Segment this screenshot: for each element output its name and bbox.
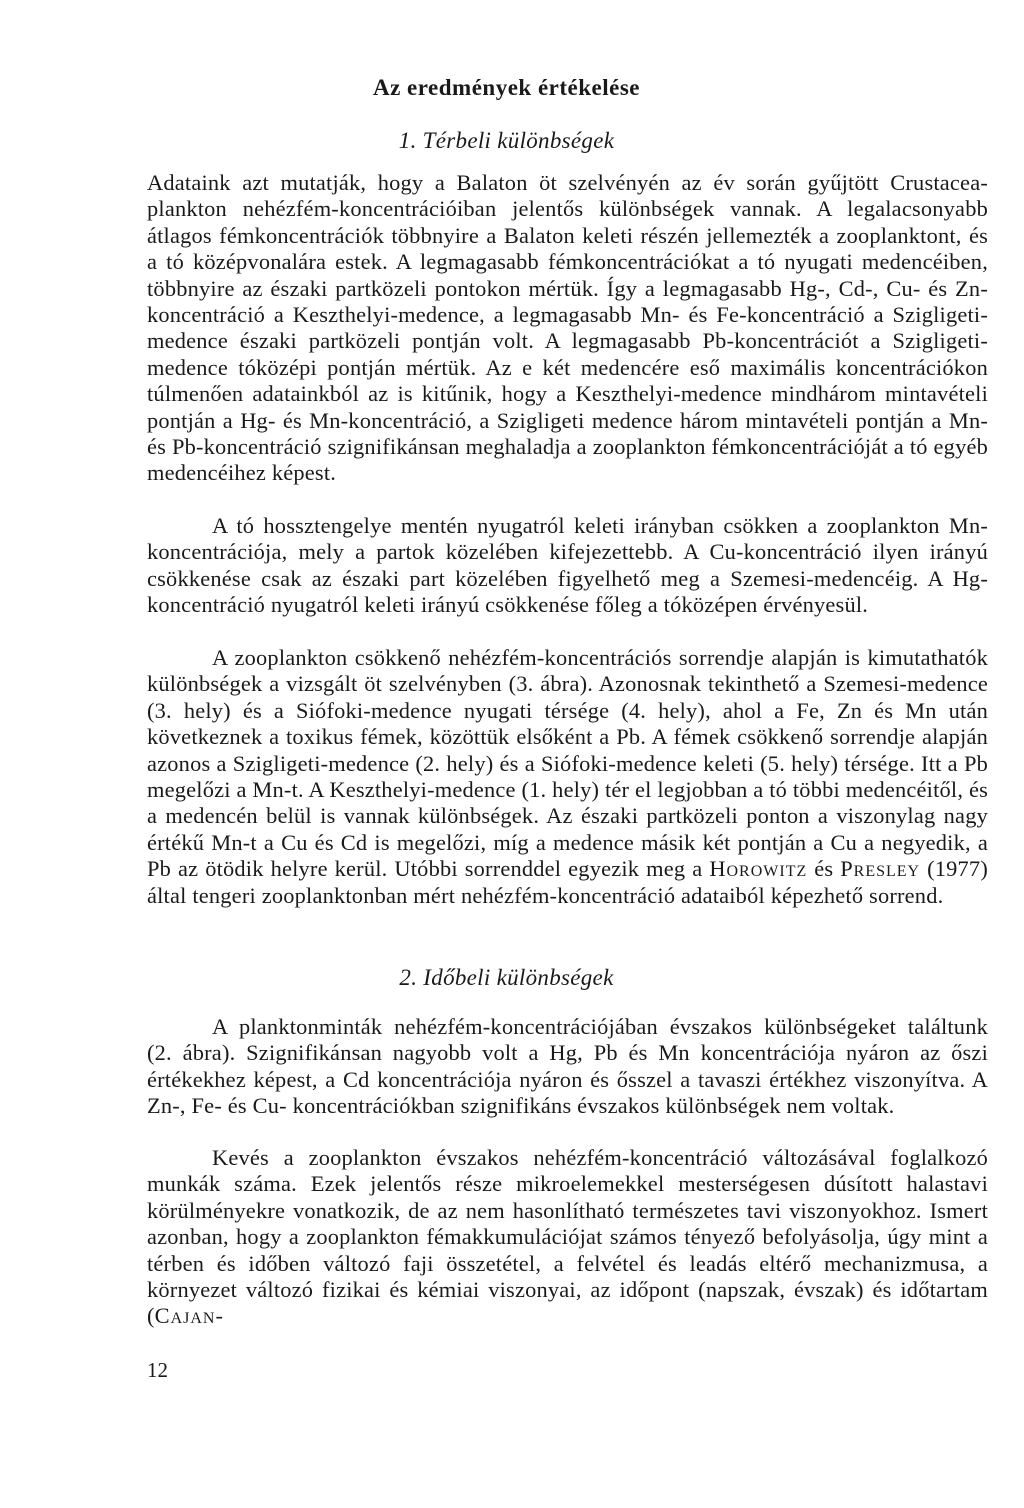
paragraph-text: és xyxy=(814,856,834,882)
author-name: Horowitz xyxy=(709,856,808,882)
paragraph-spatial-1: Adataink azt mutatják, hogy a Balaton öt szelvényén az év során gyűjtött Crustacea-plankton nehézfém-koncentrációiban jelentős különbségek vannak. A legalacsonyabb átlagos fémkoncentrációk többnyire a Balaton keleti részén jellemezték a zooplanktont, és a tó középvonalára estek. A legmagasabb fémkoncentrációkat a tó nyugati medencéiben, többnyire az északi partközeli pontokon mértük. Így a legmagasabb Hg-, Cd-, Cu- és Zn-koncentráció a Keszthelyi-medence, a legmagasabb Mn- és Fe-koncentráció a Szigligeti-medence északi partközeli pontján volt. A legmagasabb Pb-koncentrációt a Szigligeti-medence tóközépi pontján mértük. Az e két medencére eső maximális koncentrációkon túlmenően adatainkból az is kitűnik, hogy a Keszthelyi-medence mindhárom mintavételi pontján a Hg- és Mn-koncentráció, a Szigligeti medence három mintavételi pontján a Mn- és Pb-koncentráció szignifikánsan meghaladja a zooplankton fémkoncentrációját a tó egyéb medencéihez képest. xyxy=(147,170,988,486)
paragraph-spatial-3 xyxy=(147,645,988,909)
author-name: Cajan- xyxy=(154,1303,224,1329)
paragraph-spatial-2: A tó hossztengelye mentén nyugatról keleti irányban csökken a zooplankton Mn-koncentrációja, mely a partok közelében kifejezettebb. A Cu-koncentráció ilyen irányú csökkenése csak az északi part közelében figyelhető meg a Szemesi-medencéig. A Hg-koncentráció nyugatról keleti irányú csökkenése főleg a tóközépen érvényesül. xyxy=(147,513,988,618)
section-title-spatial: 1. Térbeli különbségek xyxy=(398,128,615,153)
page-number: 12 xyxy=(147,1358,168,1382)
author-name: Presley xyxy=(840,856,921,882)
paragraph-text: Kevés a zooplankton évszakos nehézfém-koncentráció változásával foglalkozó munkák száma. Ezek jelentős része mikroelemekkel mesterségesen dúsított halastavi körülményekre vonatkozik, de az nem hasonlítható természetes tavi viszonyokhoz. Ismert azonban, hogy a zooplankton fémakkumulációjat számos tényező befolyásolja, úgy mint a térben és időben változó faji összetétel, a felvétel és leadás eltérő mechanizmusa, a környezet változó fizikai és kémiai viszonyai, az időpont (napszak, évszak) és időtartam ( xyxy=(147,1145,988,1329)
page-heading: Az eredmények értékelése xyxy=(372,75,641,100)
paragraph-text: (1977) által tengeri zooplanktonban mért nehézfém-koncentráció adataiból képezhető sorrend. xyxy=(147,856,988,908)
paragraph-text: A zooplankton csökkenő nehézfém-koncentrációs sorrendje alapján is kimutathatók különbségek a vizsgált öt szelvényben (3. ábra). Azonosnak tekinthető a Szemesi-medence (3. hely) és a Siófoki-medence nyugati térsége (4. hely), ahol a Fe, Zn és Mn után következnek a toxikus fémek, közöttük elsőként a Pb. A fémek csökkenő sorrendje alapján azonos a Szigligeti-medence (2. hely) és a Siófoki-medence keleti (5. hely) térsége. Itt a Pb megelőzi a Mn-t. A Keszthelyi-medence (1. hely) tér el legjobban a tó többi medencéitől, és a medencén belül is vannak különbségek. Az északi partközeli ponton a viszonylag nagy értékű Mn-t a Cu és Cd is megelőzi, míg a medence másik két pontján a Cu a negyedik, a Pb az ötödik helyre kerül. Utóbbi sorrenddel egyezik meg a xyxy=(147,645,988,882)
paragraph-temporal-2 xyxy=(147,1145,988,1330)
section-title-temporal: 2. Időbeli különbségek xyxy=(399,965,614,990)
paragraph-temporal-1: A planktonminták nehézfém-koncentrációjában évszakos különbségeket találtunk (2. ábra). Szignifikánsan nagyobb volt a Hg, Pb és Mn koncentrációja nyáron az őszi értékekhez képest, a Cd koncentrációja nyáron és ősszel a tavaszi értékhez viszonyítva. A Zn-, Fe- és Cu- koncentrációkban szignifikáns évszakos különbségek nem voltak. xyxy=(147,1014,988,1119)
